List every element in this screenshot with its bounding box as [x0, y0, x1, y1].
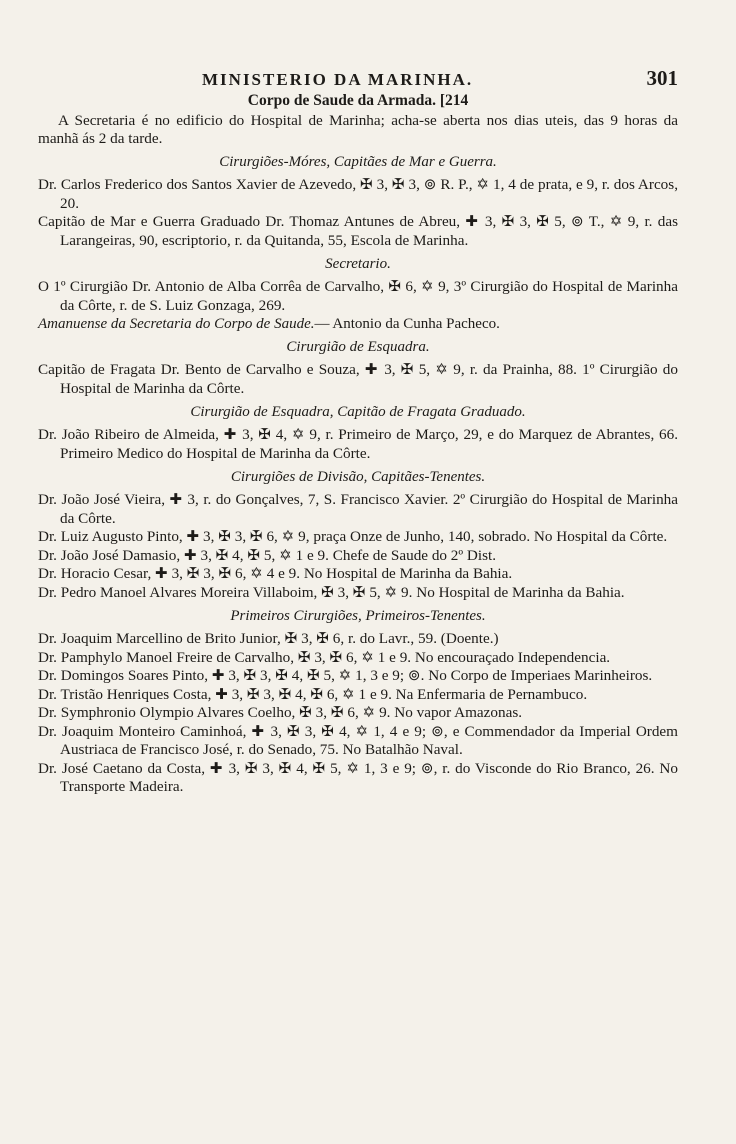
section-heading: Primeiros Cirurgiões, Primeiros-Tenentes. [230, 608, 486, 624]
list-item: Dr. Symphronio Olympio Alvares Coelho, ✠ 3, ✠ 6, ✡ 9. No vapor Amazonas. [38, 704, 523, 721]
section-heading: Cirurgiões-Móres, Capitães de Mar e Guerra. [219, 154, 497, 170]
section-heading: Cirurgião de Esquadra. [286, 339, 430, 355]
section-heading: Cirurgiões de Divisão, Capitães-Tenentes. [230, 469, 486, 485]
list-item: Dr. Tristão Henriques Costa, ✚ 3, ✠ 3, ✠ 4, ✠ 6, ✡ 1 e 9. Na Enfermaria de Pernambuco. [38, 685, 588, 703]
list-item: Dr. Horacio Cesar, ✚ 3, ✠ 3, ✠ 6, ✡ 4 e 9. No Hospital de Marinha da Bahia. [38, 565, 513, 582]
amanuense-name: — Antonio da Cunha Pacheco. [314, 316, 500, 332]
section-title: Corpo de Saude da Armada. [214 [247, 92, 469, 109]
amanuense-label: Amanuense da Secretaria do Corpo de Saude. [38, 316, 315, 332]
list-item: Dr. João José Vieira, ✚ 3, r. do Gonçalves, 7, S. Francisco Xavier. 2º Cirurgião do Hospital de Marinha da Côrte. [38, 491, 678, 527]
list-item: O 1º Cirurgião Dr. Antonio de Alba Corrêa de Carvalho, ✠ 6, ✡ 9, 3º Cirurgião do Hospital de Marinha da Côrte, r. de S. Luiz Gonzaga, 269. [38, 278, 678, 314]
list-item: Dr. Pedro Manoel Alvares Moreira Villaboim, ✠ 3, ✠ 5, ✡ 9. No Hospital de Marinha da Bahia. [38, 583, 625, 601]
list-item: Dr. Carlos Frederico dos Santos Xavier de Azevedo, ✠ 3, ✠ 3, ⊚ R. P., ✡ 1, 4 de prata, e 9, r. dos Arcos, 20. [38, 176, 678, 212]
list-item: Dr. João Ribeiro de Almeida, ✚ 3, ✠ 4, ✡ 9, r. Primeiro de Março, 29, e do Marquez de Abrantes, 66. Primeiro Medico do Hospital de Marinha da Côrte. [38, 426, 678, 462]
list-item: Dr. Joaquim Marcellino de Brito Junior, ✠ 3, ✠ 6, r. do Lavr., 59. (Doente.) [38, 630, 499, 647]
list-item: Dr. Joaquim Monteiro Caminhoá, ✚ 3, ✠ 3, ✠ 4, ✡ 1, 4 e 9; ⊚, e Commendador da Imperial Ordem Austriaca de Francisco José, r. do Senado, 75. No Batalhão Naval. [38, 722, 678, 758]
running-head [38, 58, 678, 88]
list-item: Capitão de Fragata Dr. Bento de Carvalho e Souza, ✚ 3, ✠ 5, ✡ 9, r. da Prainha, 88. 1º Cirurgião do Hospital de Marinha da Côrte. [38, 361, 678, 397]
list-item: Capitão de Mar e Guerra Graduado Dr. Thomaz Antunes de Abreu, ✚ 3, ✠ 3, ✠ 5, ⊚ T., ✡ 9, r. das Larangeiras, 90, escriptorio, r. da Quitanda, 55, Escola de Marinha. [38, 213, 678, 249]
list-item: Dr. João José Damasio, ✚ 3, ✠ 4, ✠ 5, ✡ 1 e 9. Chefe de Saude do 2º Dist. [38, 546, 497, 564]
list-item: Dr. Luiz Augusto Pinto, ✚ 3, ✠ 3, ✠ 6, ✡ 9, praça Onze de Junho, 140, sobrado. No Hospital da Côrte. [38, 528, 668, 545]
page-number: 301 [646, 66, 678, 90]
section-heading: Secretario. [325, 256, 391, 272]
intro-paragraph: A Secretaria é no edificio do Hospital de Marinha; acha-se aberta nos dias uteis, das 9 horas da manhã ás 2 da tarde. [38, 112, 678, 147]
section-heading: Cirurgião de Esquadra, Capitão de Fragata Graduado. [190, 404, 526, 420]
running-title: MINISTERIO DA MARINHA. [202, 70, 474, 89]
amanuense-line [38, 315, 678, 333]
list-item: Dr. Domingos Soares Pinto, ✚ 3, ✠ 3, ✠ 4, ✠ 5, ✡ 1, 3 e 9; ⊚. No Corpo de Imperiaes Marinheiros. [38, 667, 653, 684]
list-item: Dr. Pamphylo Manoel Freire de Carvalho, ✠ 3, ✠ 6, ✡ 1 e 9. No encouraçado Independencia. [38, 648, 611, 666]
list-item: Dr. José Caetano da Costa, ✚ 3, ✠ 3, ✠ 4, ✠ 5, ✡ 1, 3 e 9; ⊚, r. do Visconde do Rio Branco, 26. No Transporte Madeira. [38, 759, 678, 795]
